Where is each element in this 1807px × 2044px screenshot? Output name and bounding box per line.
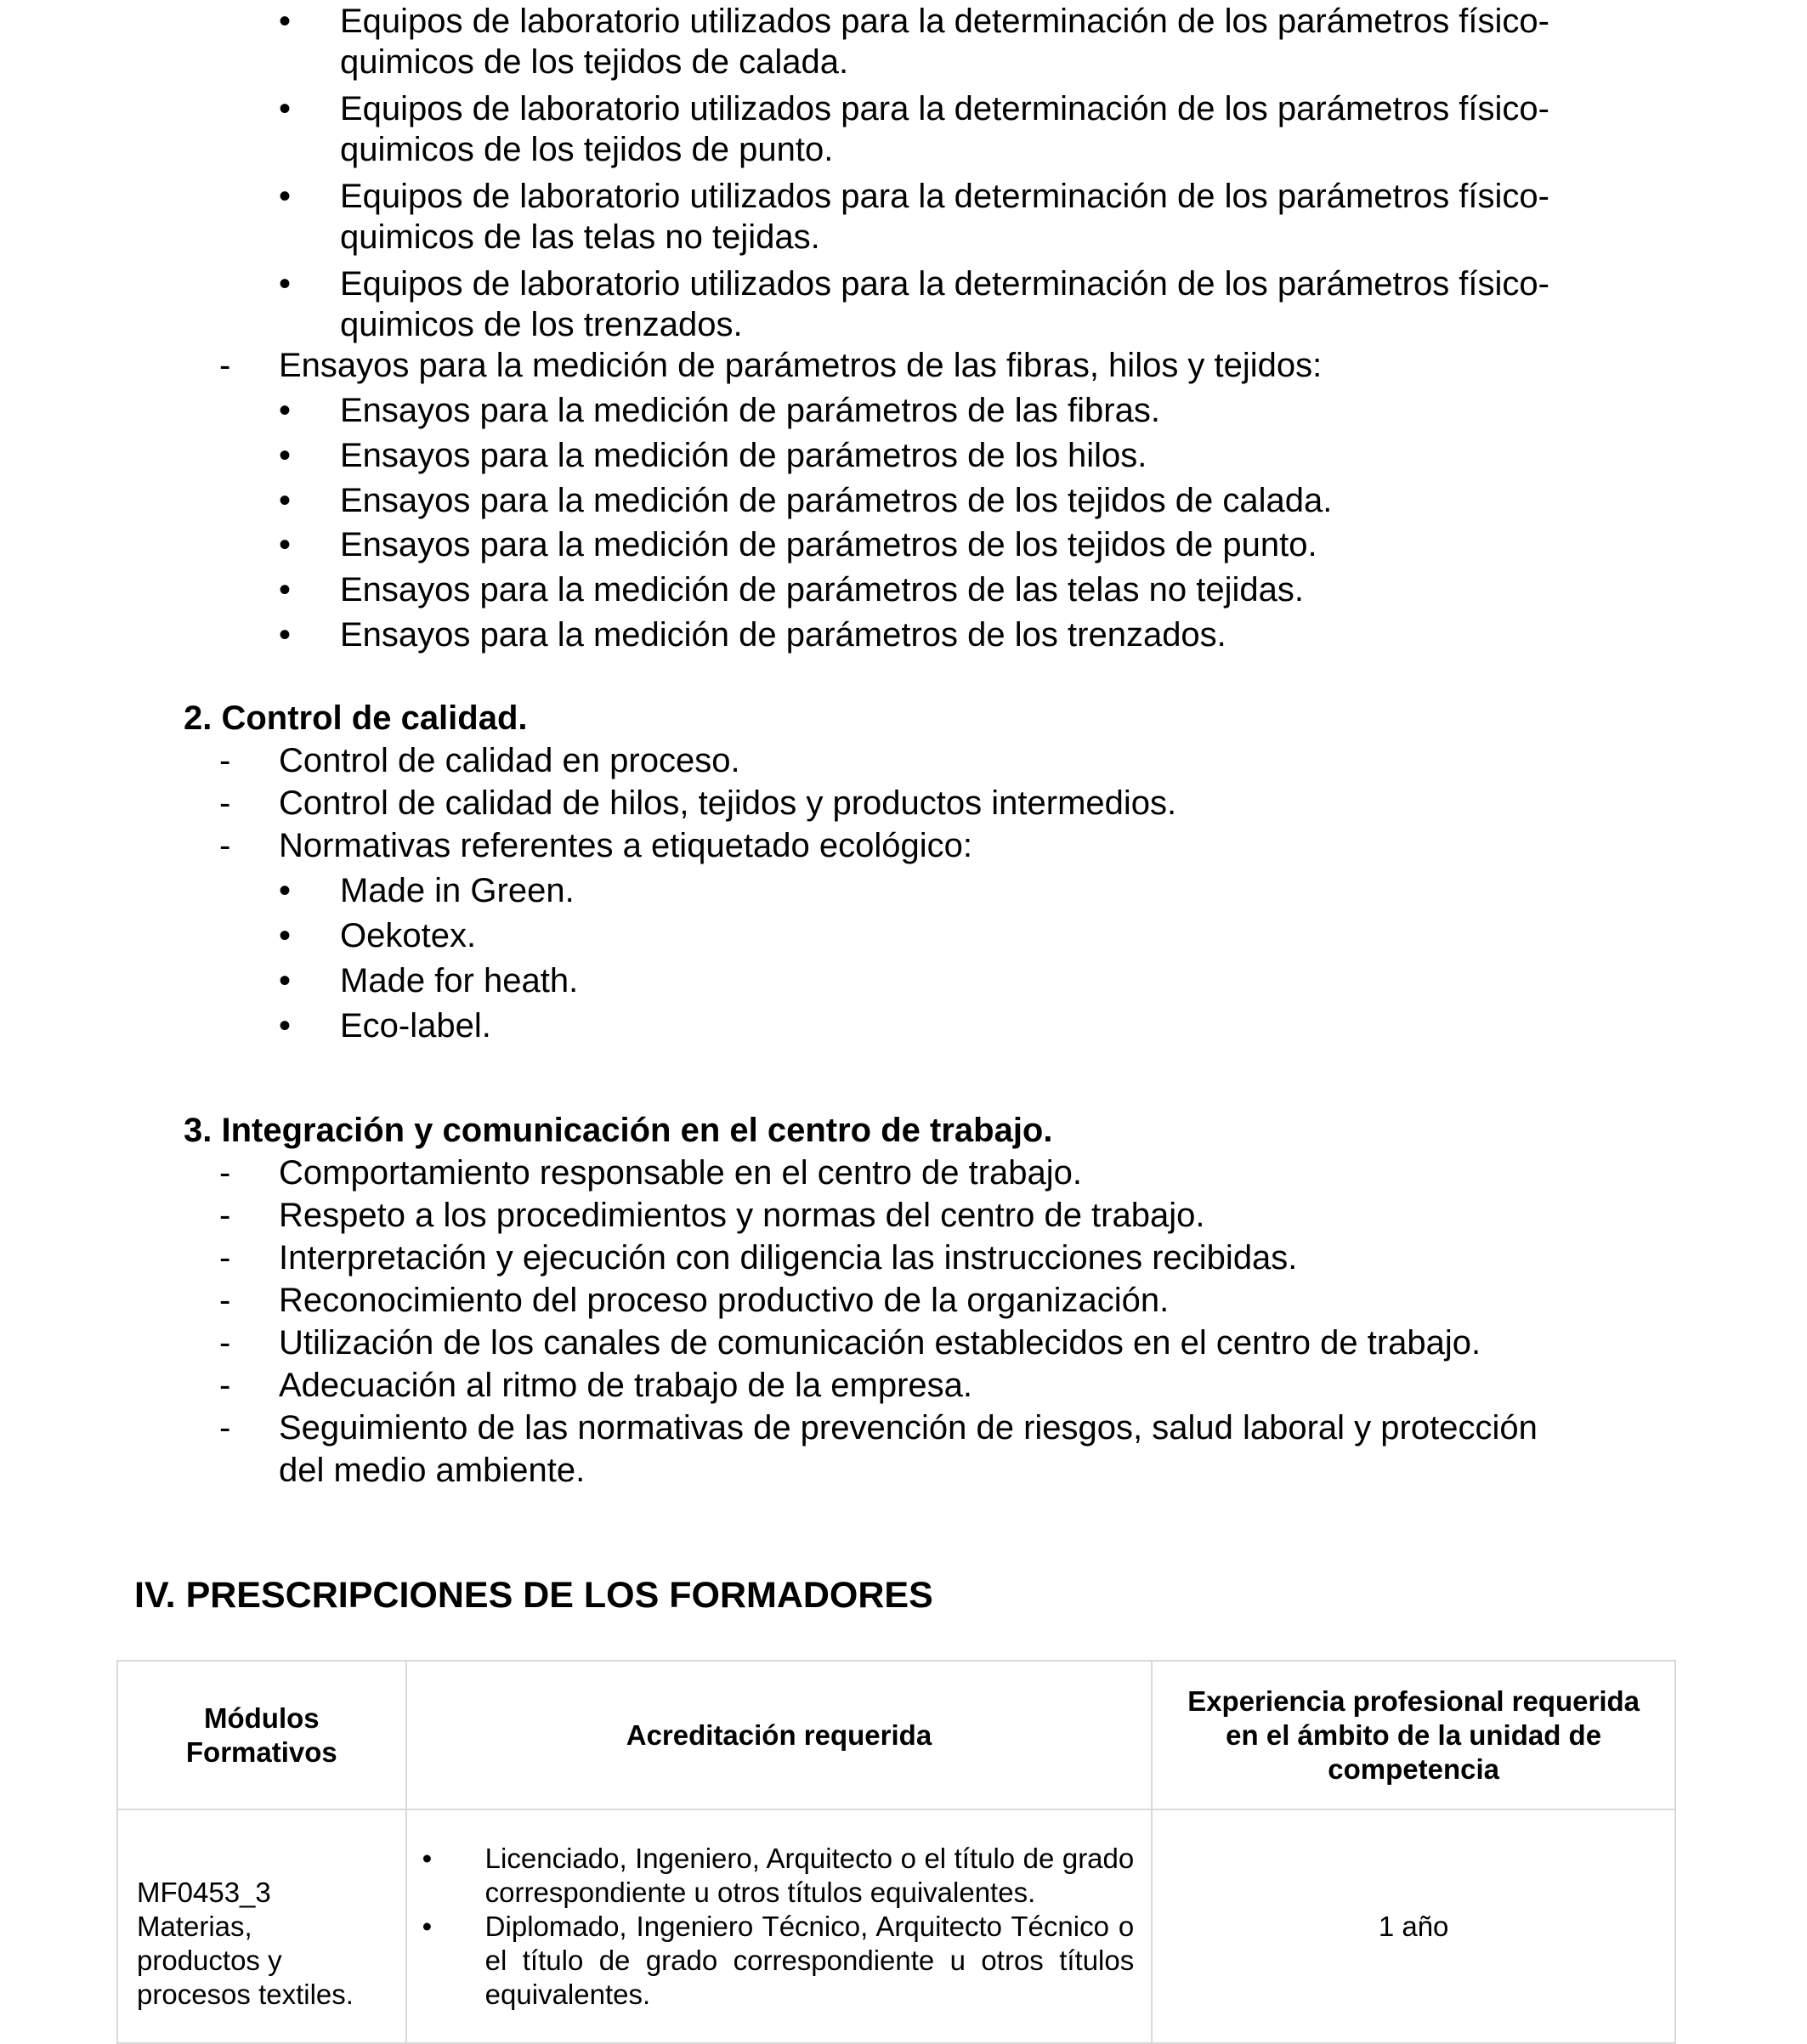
list-item-text: quimicos de los trenzados. bbox=[340, 306, 743, 343]
eco-label-item: Made for heath. bbox=[340, 962, 579, 999]
ensayos-heading: Ensayos para la medición de parámetros de las fibras, hilos y tejidos: bbox=[279, 347, 1323, 384]
bullet: • bbox=[422, 1842, 433, 1874]
list-item-text: Seguimiento de las normativas de prevención de riesgos, salud laboral y protección bbox=[279, 1409, 1538, 1447]
list-item bbox=[407, 1842, 1135, 1910]
list-item-text: Comportamiento responsable en el centro de trabajo. bbox=[279, 1154, 1082, 1192]
header-text: Formativos bbox=[185, 1735, 337, 1768]
section-heading: 3. Integración y comunicación en el centro de trabajo. bbox=[184, 1112, 1053, 1149]
dash: - bbox=[219, 1324, 231, 1362]
modulo-name: productos y bbox=[137, 1944, 282, 1976]
bullet: • bbox=[279, 178, 292, 215]
list-item-text: Equipos de laboratorio utilizados para la determinación de los parámetros físico- bbox=[340, 3, 1549, 40]
list-item-text: del medio ambiente. bbox=[279, 1452, 586, 1489]
list-item-text: Ensayos para la medición de parámetros de las fibras. bbox=[340, 392, 1160, 429]
list-item-text: Ensayos para la medición de parámetros de los hilos. bbox=[340, 437, 1147, 474]
dash: - bbox=[219, 1154, 231, 1192]
header-experiencia bbox=[1152, 1661, 1675, 1809]
list-item-text: Equipos de laboratorio utilizados para la determinación de los parámetros físico- bbox=[340, 265, 1549, 303]
list-item-text: quimicos de los tejidos de calada. bbox=[340, 43, 849, 81]
list-item-text: Respeto a los procedimientos y normas del centro de trabajo. bbox=[279, 1197, 1205, 1234]
list-item-text: Reconocimiento del proceso productivo de la organización. bbox=[279, 1282, 1170, 1319]
acreditacion-list bbox=[407, 1842, 1152, 2012]
section-iv-title: IV. PRESCRIPCIONES DE LOS FORMADORES bbox=[134, 1575, 933, 1616]
list-item-text: Ensayos para la medición de parámetros de los trenzados. bbox=[340, 616, 1226, 654]
list-item-text: Adecuación al ritmo de trabajo de la empresa. bbox=[279, 1367, 973, 1404]
bullet: • bbox=[279, 571, 292, 609]
dash: - bbox=[219, 1367, 231, 1404]
dash: - bbox=[219, 1239, 231, 1277]
bullet: • bbox=[279, 90, 292, 127]
bullet: • bbox=[279, 917, 292, 954]
dash: - bbox=[219, 1197, 231, 1234]
header-text: Acreditación requerida bbox=[626, 1718, 932, 1751]
bullet: • bbox=[279, 616, 292, 654]
section-heading: 2. Control de calidad. bbox=[184, 699, 528, 737]
dash: - bbox=[219, 1282, 231, 1319]
eco-label-item: Eco-label. bbox=[340, 1007, 491, 1045]
bullet: • bbox=[279, 482, 292, 519]
header-acreditacion bbox=[406, 1661, 1153, 1809]
bullet: • bbox=[279, 392, 292, 429]
formadores-table bbox=[116, 1660, 1676, 2044]
bullet: • bbox=[279, 872, 292, 909]
bullet: • bbox=[422, 1910, 433, 1942]
list-item-text: Interpretación y ejecución con diligencia las instrucciones recibidas. bbox=[279, 1239, 1298, 1277]
dash: - bbox=[219, 827, 231, 864]
list-item-text: Ensayos para la medición de parámetros de los tejidos de calada. bbox=[340, 482, 1333, 519]
header-text: Módulos bbox=[204, 1701, 320, 1734]
cell-modulo bbox=[117, 1809, 406, 2043]
modulo-name: procesos textiles. bbox=[137, 1978, 354, 2010]
bullet: • bbox=[279, 3, 292, 40]
modulo-code: MF0453_3 bbox=[137, 1876, 271, 1908]
dash: - bbox=[219, 1409, 231, 1447]
dash: - bbox=[219, 347, 231, 384]
header-text: competencia bbox=[1328, 1752, 1499, 1785]
cell-acreditacion bbox=[406, 1809, 1153, 2043]
experiencia-value: 1 año bbox=[1378, 1910, 1449, 1942]
bullet: • bbox=[279, 265, 292, 303]
header-modulos bbox=[117, 1661, 406, 1809]
list-item-text: quimicos de las telas no tejidas. bbox=[340, 218, 820, 256]
bullet: • bbox=[279, 962, 292, 999]
table-row bbox=[117, 1809, 1675, 2043]
dash: - bbox=[219, 784, 231, 822]
bullet: • bbox=[279, 437, 292, 474]
list-item-text: Ensayos para la medición de parámetros de los tejidos de punto. bbox=[340, 526, 1317, 563]
list-item-text: Control de calidad de hilos, tejidos y productos intermedios. bbox=[279, 784, 1177, 822]
acreditacion-text: Diplomado, Ingeniero Técnico, Arquitecto Técnico o el título de grado correspondiente u otros títulos equivalentes. bbox=[484, 1910, 1135, 2010]
modulo-name: Materias, bbox=[137, 1910, 252, 1942]
list-item-text: Normativas referentes a etiquetado ecológico: bbox=[279, 827, 973, 864]
acreditacion-text: Licenciado, Ingeniero, Arquitecto o el título de grado correspondiente u otros títulos equivalentes. bbox=[484, 1842, 1135, 1908]
header-text: en el ámbito de la unidad de bbox=[1226, 1718, 1602, 1751]
table-header-row bbox=[117, 1661, 1675, 1809]
eco-label-item: Made in Green. bbox=[340, 872, 575, 909]
list-item-text: Equipos de laboratorio utilizados para la determinación de los parámetros físico- bbox=[340, 178, 1549, 215]
eco-label-item: Oekotex. bbox=[340, 917, 477, 954]
dash: - bbox=[219, 742, 231, 779]
list-item-text: Control de calidad en proceso. bbox=[279, 742, 740, 779]
list-item-text: quimicos de los tejidos de punto. bbox=[340, 131, 834, 168]
header-text: Experiencia profesional requerida bbox=[1187, 1684, 1640, 1717]
bullet: • bbox=[279, 1007, 292, 1045]
list-item-text: Equipos de laboratorio utilizados para la determinación de los parámetros físico- bbox=[340, 90, 1549, 127]
list-item-text: Ensayos para la medición de parámetros de las telas no tejidas. bbox=[340, 571, 1304, 609]
list-item-text: Utilización de los canales de comunicación establecidos en el centro de trabajo. bbox=[279, 1324, 1481, 1362]
bullet: • bbox=[279, 526, 292, 563]
list-item bbox=[407, 1910, 1135, 2012]
cell-experiencia bbox=[1152, 1809, 1675, 2043]
